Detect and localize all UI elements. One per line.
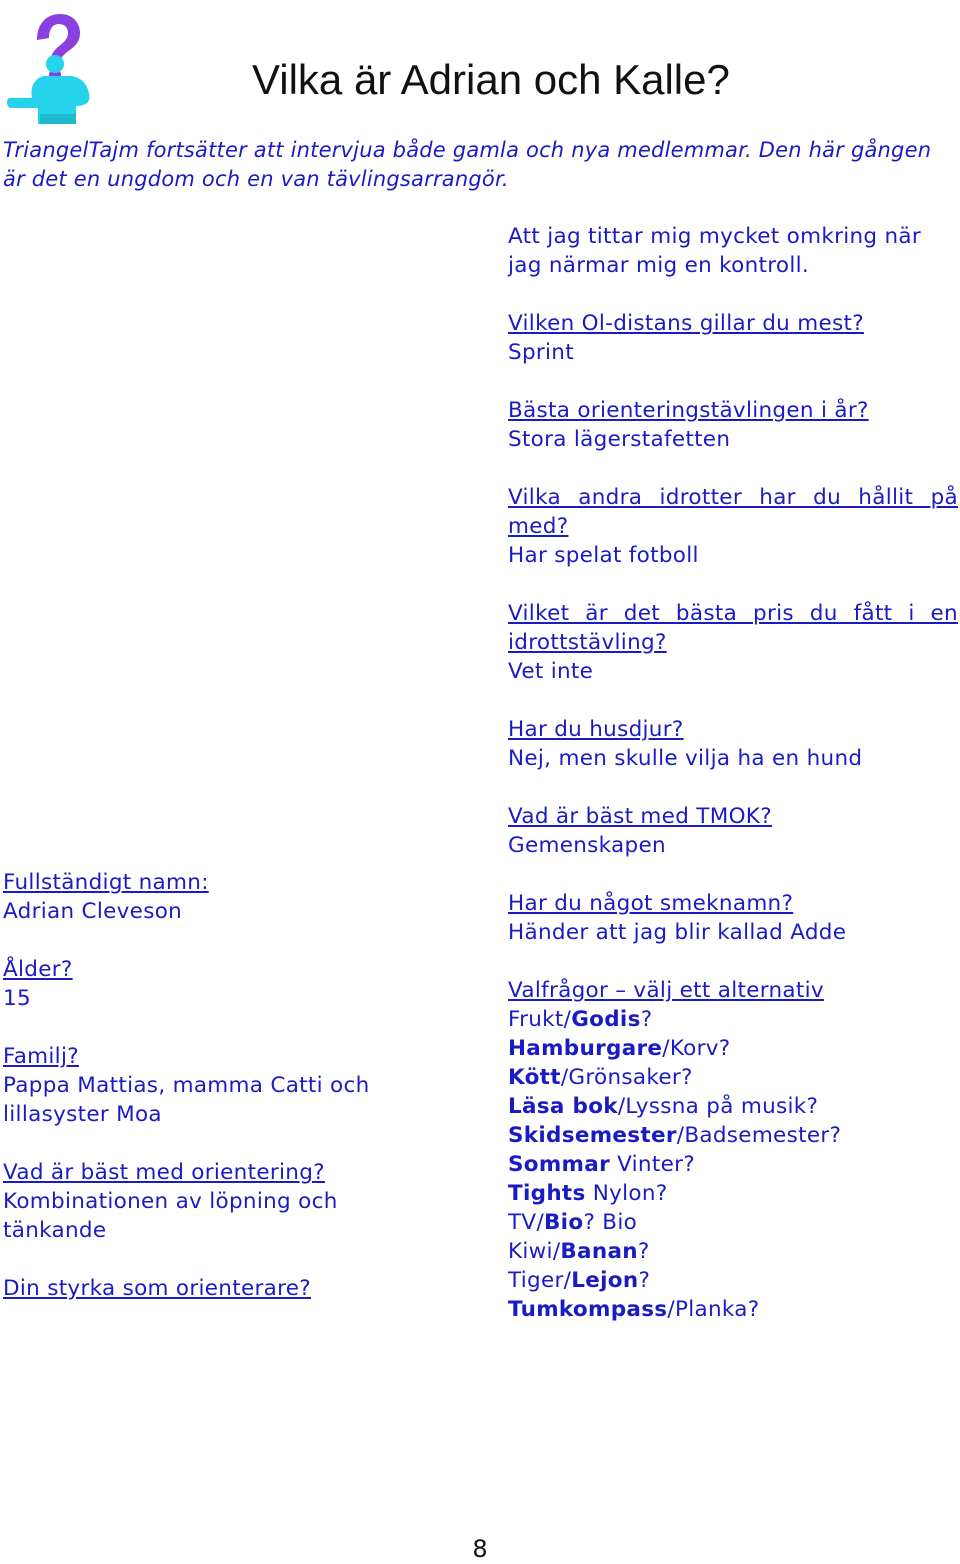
choice-first: Kött [508,1065,561,1090]
choice-second: Korv [669,1036,719,1061]
answer-text: Pappa Mattias, mamma Catti och lillasyster Moa [3,1073,370,1127]
choice-option [508,1063,958,1092]
choice-end: ? [683,1152,695,1177]
choice-option [508,1150,958,1179]
choice-separator: / [560,1065,569,1090]
choice-option [508,1237,958,1266]
choice-option [508,1295,958,1324]
question-text: Har du husdjur? [508,717,684,742]
qa-item [3,1274,443,1303]
qa-item [508,309,958,367]
choice-second: Vinter [617,1152,684,1177]
continuation-text: Att jag tittar mig mycket omkring när jag närmar mig en kontroll. [508,224,922,278]
choice-option [508,1208,958,1237]
choice-first: Kiwi/ [508,1239,561,1264]
qa-item [508,483,958,570]
choice-second: Grönsaker [568,1065,681,1090]
answer-continuation [508,222,958,280]
choice-end: ? [638,1268,651,1293]
page-number: 8 [472,1535,488,1563]
choice-option [508,1034,958,1063]
answer-text: Sprint [508,340,574,365]
choice-questions [508,976,958,1324]
choice-option [508,1092,958,1121]
question-text: Vilket är det bästa pris du fått i en idrottstävling? [508,601,958,655]
choice-end: ? [718,1036,731,1061]
choice-end: ? [681,1065,693,1090]
qa-item [3,868,443,926]
answer-text: Kombinationen av löpning och tänkande [3,1189,338,1243]
choice-first: Frukt/ [508,1007,572,1032]
qa-item [508,889,958,947]
answer-text: Gemenskapen [508,833,666,858]
choice-separator: / [662,1036,670,1061]
answer-text: Stora lägerstafetten [508,427,731,452]
choice-option [508,1179,958,1208]
choice-second: Planka [674,1297,748,1322]
answer-text: Vet inte [508,659,594,684]
choice-second: Bio [544,1210,584,1235]
choice-separator [586,1181,593,1206]
left-column [3,868,443,1332]
question-text: Har du något smeknamn? [508,891,794,916]
answer-text: Adrian Cleveson [3,899,183,924]
choice-second: Lejon [571,1268,639,1293]
question-text: Vad är bäst med TMOK? [508,804,772,829]
question-text: Vilken Ol-distans gillar du mest? [508,311,864,336]
choice-end: ? [640,1007,653,1032]
choice-separator: / [617,1094,626,1119]
choice-separator: / [676,1123,685,1148]
question-text: Ålder? [3,957,73,982]
answer-text: Nej, men skulle vilja ha en hund [508,746,863,771]
choice-first: Tiger/ [508,1268,572,1293]
qa-item [508,599,958,686]
choice-option [508,1005,958,1034]
question-text: Fullständigt namn: [3,870,209,895]
choice-second: Banan [560,1239,638,1264]
intro-text: TriangelTajm fortsätter att intervjua både gamla och nya medlemmar. Den här gången är det en ungdom och en van tävlingsarrangör. [3,138,932,191]
choice-end: ? [655,1181,668,1206]
choice-first: Tumkompass [508,1297,668,1322]
answer-text: Händer att jag blir kallad Adde [508,920,847,945]
choice-second: Godis [571,1007,641,1032]
question-text: Vilka andra idrotter har du hållit på med? [508,485,958,539]
choice-end: ? Bio [583,1210,638,1235]
answer-text: Har spelat fotboll [508,543,699,568]
choice-option [508,1121,958,1150]
choice-option [508,1266,958,1295]
choice-end: ? [747,1297,760,1322]
choice-first: Hamburgare [508,1036,663,1061]
qa-item [508,802,958,860]
choice-first: Läsa bok [508,1094,618,1119]
choice-first: Skidsemester [508,1123,677,1148]
question-text: Vad är bäst med orientering? [3,1160,325,1185]
qa-item [3,1042,443,1129]
choice-first: TV/ [508,1210,544,1235]
choice-separator: / [667,1297,675,1322]
choice-end: ? [806,1094,819,1119]
right-qa-list [508,309,958,947]
choice-end: ? [637,1239,650,1264]
choice-first: Tights [508,1181,586,1206]
choice-end: ? [829,1123,842,1148]
page-title: Vilka är Adrian och Kalle? [252,56,730,103]
right-column [508,222,958,1324]
question-text: Familj? [3,1044,79,1069]
qa-item [3,1158,443,1245]
choice-second: Lyssna på musik [625,1094,807,1119]
choice-second: Nylon [592,1181,656,1206]
qa-item [508,715,958,773]
qa-item [508,396,958,454]
qa-item [3,955,443,1013]
choice-second: Badsemester [684,1123,830,1148]
answer-text: 15 [3,986,31,1011]
question-mark-person-icon [4,6,92,130]
choices-heading: Valfrågor – välj ett alternativ [508,978,824,1003]
question-text: Bästa orienteringstävlingen i år? [508,398,869,423]
choices-list [508,1005,958,1324]
question-text: Din styrka som orienterare? [3,1276,311,1301]
choice-first: Sommar [508,1152,610,1177]
